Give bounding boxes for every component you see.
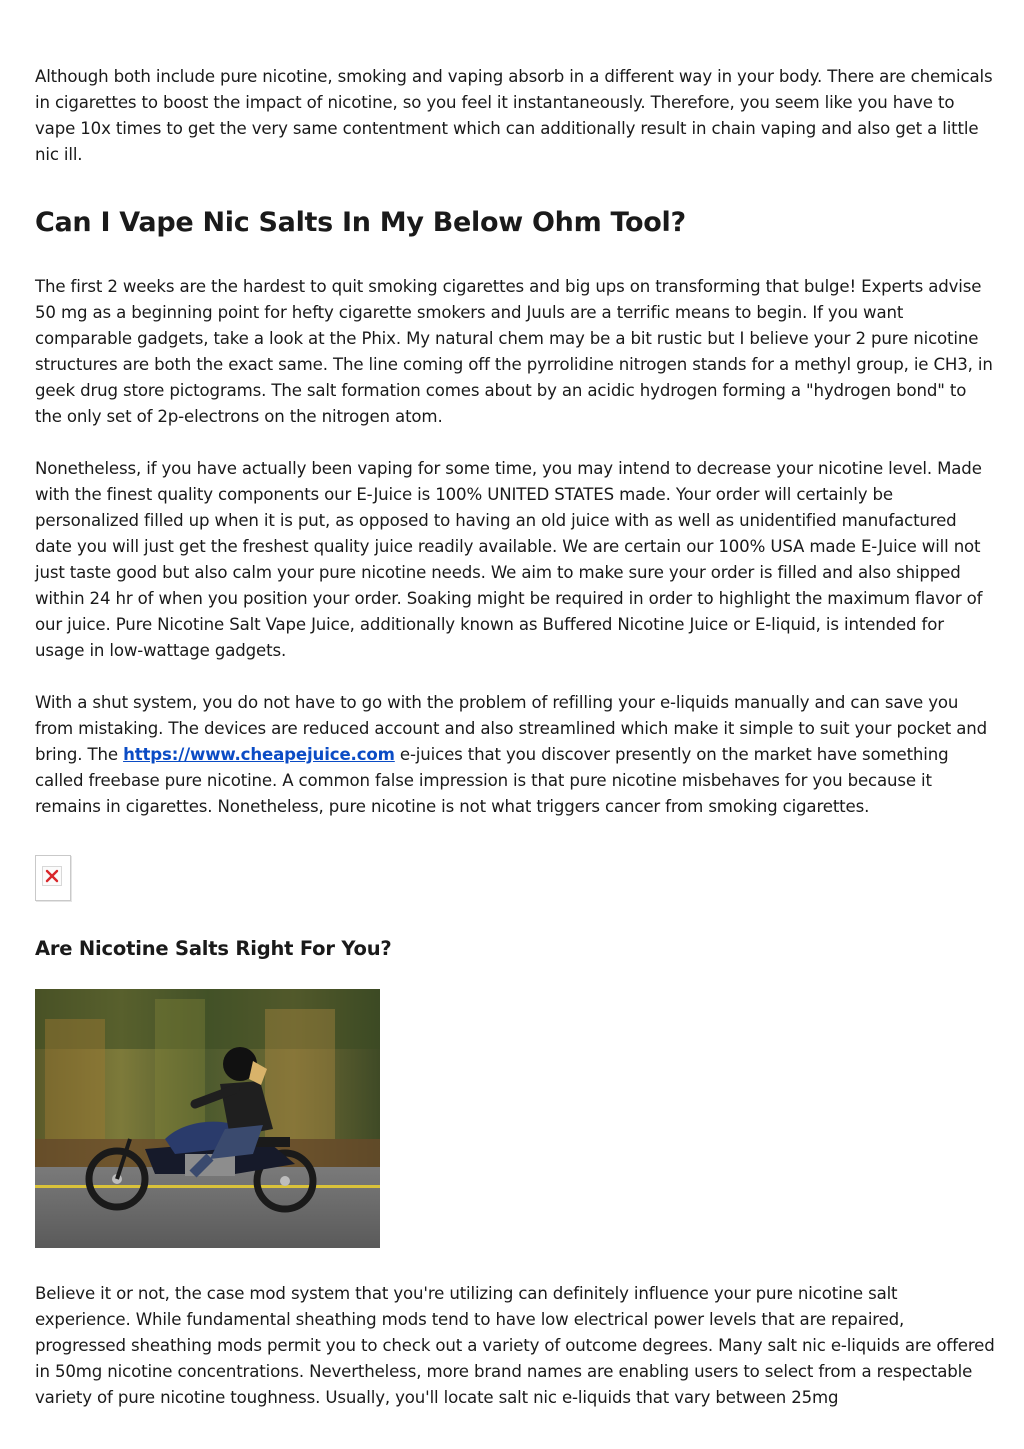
broken-image — [35, 855, 71, 901]
paragraph-third-before: With a shut system, you do not have to go with the problem of refilling your e-liquids manually and can save you from mistaking. The devices are reduced account and also streamlined which make it simple to suit your pocket and bring. The — [35, 693, 988, 764]
cheapejuice-link[interactable]: https://www.cheapejuice.com — [123, 745, 395, 764]
paragraph-third-after: e-juices that you discover presently on the market have something called freebase pure nicotine. A common false impression is that pure nicotine misbehaves for you because it remains in cigarettes. Nonetheless, pure nicotine is not what triggers cancer from smoking cigarettes. — [35, 745, 949, 816]
broken-image-icon — [42, 866, 62, 886]
paragraph-first: The first 2 weeks are the hardest to quit smoking cigarettes and big ups on transforming that bulge! Experts advise 50 mg as a beginning point for hefty cigarette smokers and Juuls are a terrific means to begin. If you want comparable gadgets, take a look at the Phix. My natural chem may be a bit rustic but I believe your 2 pure nicotine structures are both the exact same. The line coming off the pyrrolidine nitrogen stands for a methyl group, ie CH3, in geek drug store pictograms. The salt formation comes about by an acidic hydrogen forming a "hydrogen bond" to the only set of 2p-electrons on the nitrogen atom. — [35, 277, 993, 426]
heading-main: Can I Vape Nic Salts In My Below Ohm Tool? — [35, 207, 686, 238]
close-icon — [45, 869, 59, 883]
paragraph-last: Believe it or not, the case mod system that you're utilizing can definitely influence your pure nicotine salt experience. While fundamental sheathing mods tend to have low electrical power levels that are repaired, progressed sheathing mods permit you to check out a variety of outcome degrees. Many salt nic e-liquids are offered in 50mg nicotine concentrations. Nevertheless, more brand names are enabling users to select from a respectable variety of pure nicotine toughness. Usually, you'll locate salt nic e-liquids that vary between 25mg — [35, 1284, 995, 1407]
article — [35, 64, 995, 1411]
paragraph-second: Nonetheless, if you have actually been vaping for some time, you may intend to decrease your nicotine level. Made with the finest quality components our E-Juice is 100% UNITED STATES made. Your order will certainly be personalized filled up when it is put, as opposed to having an old juice with as well as unidentified manufactured date you will just get the freshest quality juice readily available. We are certain our 100% USA made E-Juice will not just taste good but also calm your pure nicotine needs. We aim to make sure your order is filled and also shipped within 24 hr of when you position your order. Soaking might be required in order to highlight the maximum flavor of our juice. Pure Nicotine Salt Vape Juice, additionally known as Buffered Nicotine Juice or E-liquid, is intended for usage in low-wattage gadgets. — [35, 459, 983, 660]
paragraph-third — [35, 690, 995, 820]
paragraph-intro: Although both include pure nicotine, smoking and vaping absorb in a different way in your body. There are chemicals in cigarettes to boost the impact of nicotine, so you feel it instantaneously. Therefore, you seem like you have to vape 10x times to get the very same contentment which can additionally result in chain vaping and also get a little nic ill. — [35, 67, 993, 164]
heading-sub: Are Nicotine Salts Right For You? — [35, 937, 392, 960]
motorcycle-photo — [35, 989, 380, 1248]
